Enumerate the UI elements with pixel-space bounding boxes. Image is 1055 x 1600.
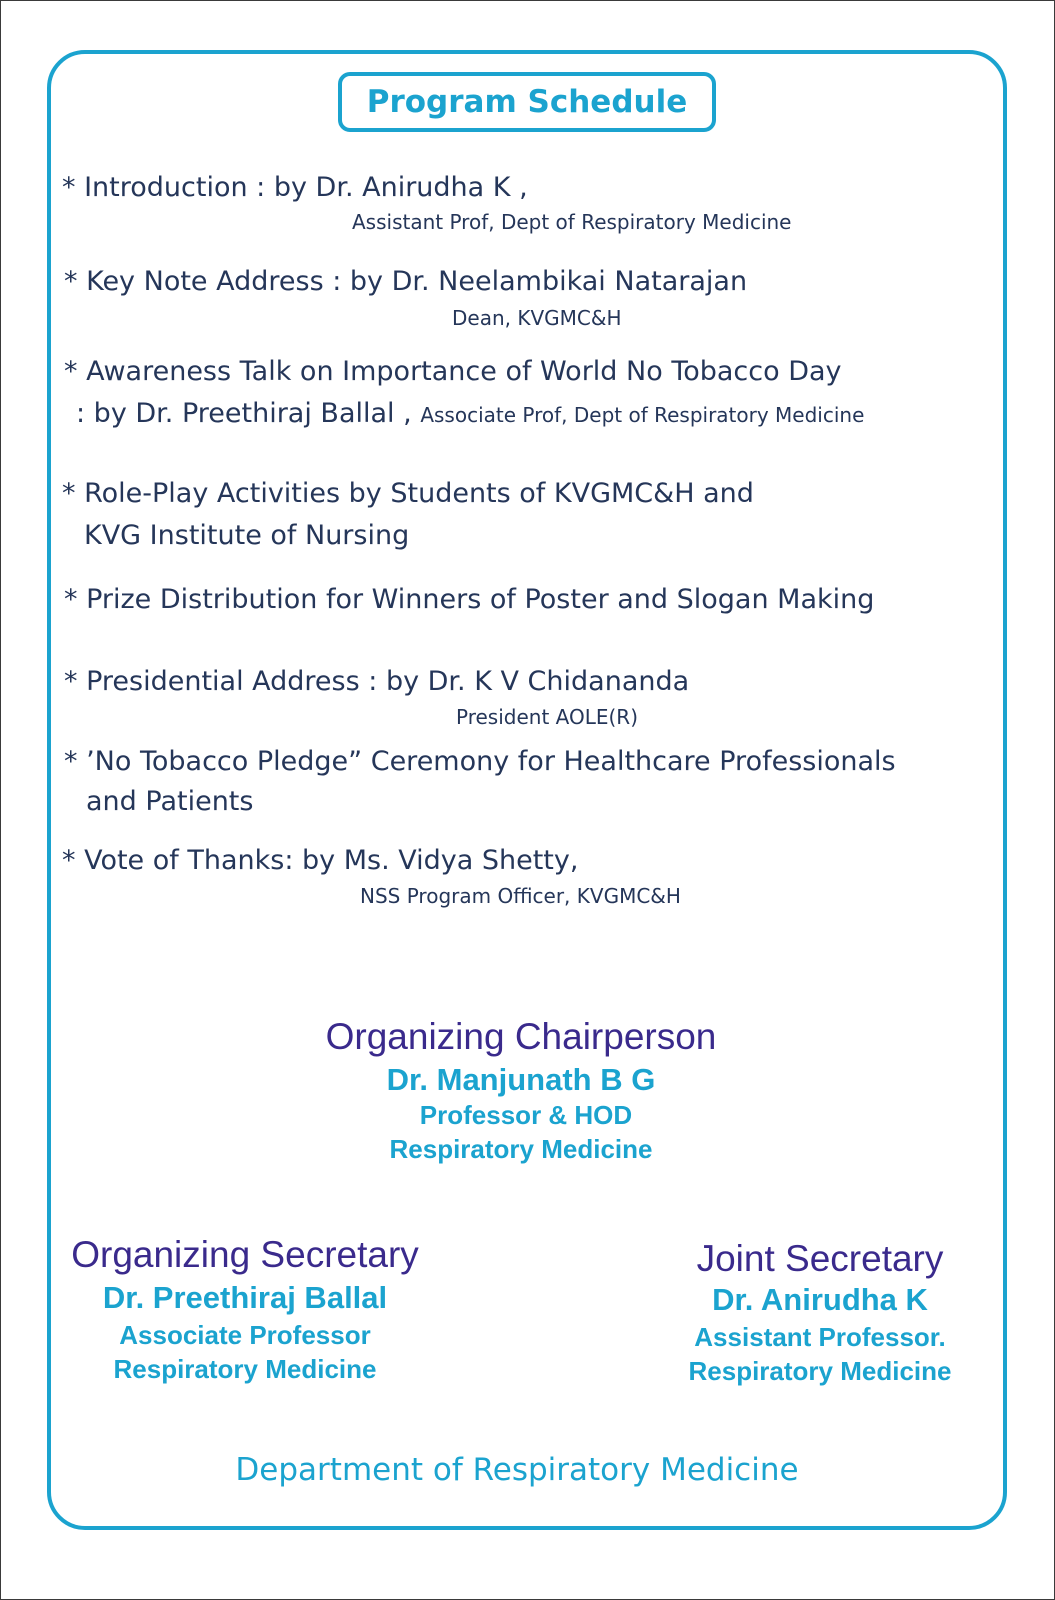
joint-secretary-heading: Joint Secretary (696, 1238, 944, 1279)
joint-secretary-name: Dr. Anirudha K (712, 1282, 928, 1317)
schedule-item-introduction-detail: Assistant Prof, Dept of Respiratory Medicine (352, 210, 792, 234)
schedule-item-keynote-detail: Dean, KVGMC&H (452, 306, 622, 330)
chairperson-role: Professor & HOD (419, 1100, 633, 1130)
schedule-item-presidential-detail: President AOLE(R) (456, 705, 639, 729)
schedule-item-vote-of-thanks: * Vote of Thanks: by Ms. Vidya Shetty, (62, 845, 579, 876)
schedule-item-role-play-cont: KVG Institute of Nursing (84, 520, 410, 551)
schedule-item-introduction: * Introduction : by Dr. Anirudha K , (62, 172, 528, 203)
title-box (338, 72, 716, 132)
chairperson-heading: Organizing Chairperson (325, 1016, 717, 1057)
secretary-heading: Organizing Secretary (71, 1234, 419, 1275)
secretary-role: Associate Professor (119, 1320, 371, 1350)
schedule-item-keynote: * Key Note Address : by Dr. Neelambikai Natarajan (64, 266, 748, 297)
schedule-item-awareness-talk: * Awareness Talk on Importance of World No Tobacco Day (64, 356, 842, 387)
schedule-item-vote-of-thanks-detail: NSS Program Officer, KVGMC&H (360, 884, 681, 908)
joint-secretary-department: Respiratory Medicine (688, 1356, 952, 1386)
schedule-item-pledge: * ’No Tobacco Pledge” Ceremony for Healthcare Professionals (64, 746, 896, 777)
joint-secretary-role: Assistant Professor. (694, 1322, 946, 1352)
schedule-item-pledge-cont: and Patients (86, 786, 254, 817)
chairperson-name: Dr. Manjunath B G (386, 1062, 656, 1097)
secretary-department: Respiratory Medicine (113, 1354, 377, 1384)
secretary-name: Dr. Preethiraj Ballal (102, 1280, 388, 1315)
awareness-talk-speaker-name: : by Dr. Preethiraj Ballal , (76, 398, 412, 429)
page-title: Program Schedule (366, 84, 688, 120)
schedule-item-role-play: * Role-Play Activities by Students of KVGMC&H and (62, 478, 754, 509)
awareness-talk-speaker-detail: Associate Prof, Dept of Respiratory Medicine (420, 403, 865, 427)
chairperson-department: Respiratory Medicine (389, 1134, 653, 1164)
schedule-item-presidential-address: * Presidential Address : by Dr. K V Chidananda (64, 666, 690, 697)
department-footer: Department of Respiratory Medicine (235, 1452, 799, 1488)
schedule-item-awareness-talk-speaker (76, 398, 864, 429)
schedule-item-prize-distribution: * Prize Distribution for Winners of Poster and Slogan Making (64, 584, 875, 615)
